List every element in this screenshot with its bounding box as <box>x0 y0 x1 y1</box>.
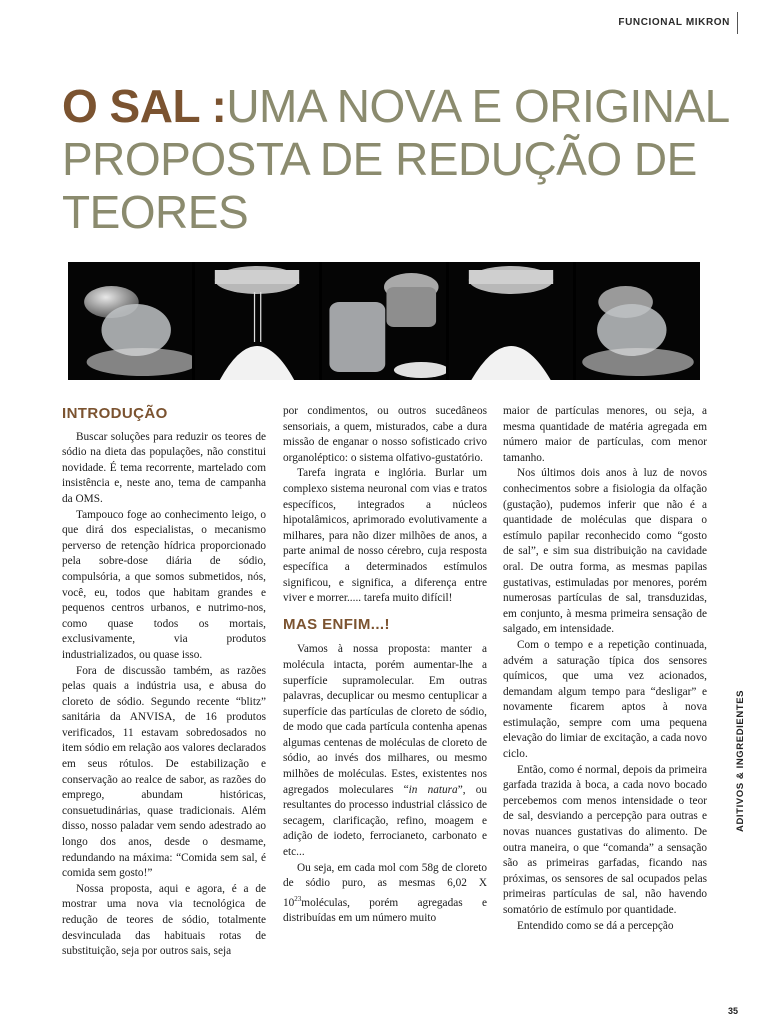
paragraph <box>283 861 487 927</box>
paragraph: por condimentos, ou outros sucedâneos sensoriais, a quem, misturados, cabe a dura missão de enganar o nosso sofisticado crivo organoléptico: o sistema olfativo-gustatório. <box>283 405 487 464</box>
exponent: 23 <box>294 894 302 903</box>
paragraph-text: ”, ou resultantes do processo industrial clássico de secagem, clarificação, refino, moagem e adição de iodeto, ferrocianeto, carbonato e etc... <box>283 783 487 859</box>
header-rule <box>737 12 738 34</box>
paragraph <box>283 642 487 860</box>
title-accent: O SAL : <box>62 80 227 132</box>
paragraph-text: moléculas, porém agregadas e distribuídas em um número muito <box>283 896 487 925</box>
paragraph: Buscar soluções para reduzir os teores de sódio na dieta das populações, não constitui novidade. É tema recorrente, martelado com insistência e, neste ano, tema de campanha da OMS. <box>62 430 266 505</box>
paragraph: Nossa proposta, aqui e agora, é a de mostrar uma nova via tecnológica de redução de teores de sódio, totalmente desvinculada das habituais rotas de substituição, seja por outros sais, seja <box>62 882 266 958</box>
paragraph: Então, como é normal, depois da primeira garfada trazida à boca, a cada novo bocado percebemos com menos intensidade o teor de sal, desviando a percepção para outras e novas nuances gustativas do alimento. De outra maneira, o que “comanda” a sensação são as primeiras garfadas, ficando nas próximas, os sensores de sal ocupados pelas primeiras partículas de sal, não havendo somatório de estímulo por quantidade. <box>503 763 707 916</box>
article-title <box>62 80 752 239</box>
salt-shaker-spill-photo-2 <box>576 262 700 380</box>
page-number: 35 <box>727 1006 738 1016</box>
column-2 <box>283 404 487 927</box>
paragraph-text: Ou seja, em cada mol com 58g de cloreto de sódio puro, as mesmas 6,02 X 10 <box>283 861 487 909</box>
photo-strip <box>68 262 700 380</box>
section-heading-introducao: INTRODUÇÃO <box>62 405 168 422</box>
paragraph: Com o tempo e a repetição continuada, advém a saturação típica dos sensores químicos, que uma vez acionados, demandam algum tempo para “desligar” e novamente ficarem aptos à nova estimulação, sempre com uma pequena elevação do limiar de excitação, a cada novo ciclo. <box>503 638 707 761</box>
paragraph-text: Vamos à nossa proposta: manter a molécula intacta, porém aumentar-lhe a superfície supramolecular. Em outras palavras, decuplicar ou mesmo centuplicar a superfície das partículas de cloreto de sódio, de modo que cada partícula contenha apenas algumas centenas de moléculas de cloreto de sódio, ao invés dos milhares, ou mesmo milhões de moléculas. Estes, existentes nos agregados moleculares “ <box>283 643 487 796</box>
salt-shakers-pair-photo <box>322 262 446 380</box>
paragraph: Fora de discussão também, as razões pelas quais a indústria usa, e abusa do cloreto de sódio. Segundo recente “blitz” sanitária da ANVISA, de 16 produtos verificados, 11 estavam sobredosados no item sódio em relação aos valores declarados em seus rótulos. De estabilização e conservação ao realce de sabor, as razões do emprego, abundam históricas, consuetudinárias, quase tradicionais. Além disso, nosso paladar vem sendo adestrado ao longo dos anos, desde o desmame, redundando na máxima: “Comida sem sal, é comida sem gosto!” <box>62 664 266 880</box>
salt-shaker-pour-photo-2 <box>449 262 573 380</box>
paragraph: maior de partículas menores, ou seja, a mesma quantidade de matéria agregada em número maior de partículas, com menor tamanho. <box>503 405 707 464</box>
paragraph: Entendido como se dá a percepção <box>517 919 674 932</box>
italic-term: in natura <box>408 783 458 796</box>
salt-shaker-spill-photo <box>68 262 192 380</box>
salt-shaker-pour-photo <box>195 262 319 380</box>
paragraph: Tampouco foge ao conhecimento leigo, o que dirá dos especialistas, o mecanismo perverso de retenção hídrica proporcionado pela sobre-dose diária de sódio, compulsória, a que somos submetidos, nós, você, eu, todos que habitam grandes e pequenos centros urbanos, e nutrimo-nos, como quase todos os mortais, exclusivamente, via produtos industrializados, ou quase isso. <box>62 508 266 661</box>
column-3 <box>503 404 707 934</box>
title-rest: UMA NOVA E ORIGINAL PROPOSTA DE REDUÇÃO DE TEORES <box>62 80 729 238</box>
section-label: FUNCIONAL MIKRON <box>618 17 730 28</box>
paragraph: Nos últimos dois anos à luz de novos conhecimentos sobre a fisiologia da olfação (gustação), pudemos inferir que não é a quantidade de moléculas que dispara o estímulo papilar reconhecido como “gosto de sal”, e sim sua distribuição na cavidade oral. De outra forma, as mesmas papilas gustativas, estimuladas por menores, porém numerosas partículas de sal, transduzidas, em conjunto, à mesma primeira sensação de salgado, em intensidade. <box>503 467 707 636</box>
section-heading-mas-enfim: MAS ENFIM...! <box>283 615 390 633</box>
paragraph: Tarefa ingrata e inglória. Burlar um complexo sistema neuronal com vias e tratos específicos, integrados a núcleos hipotalâmicos, aprimorado evolutivamente a milhares, para não dizer milhões de anos, a parte animal de nosso cérebro, cuja resposta específica a determinados estímulos significou, e significa, a diferença entre viver e morrer..... tarefa muito difícil! <box>283 467 487 605</box>
column-1 <box>62 404 266 960</box>
section-side-tab: ADITIVOS & INGREDIENTES <box>735 689 746 832</box>
